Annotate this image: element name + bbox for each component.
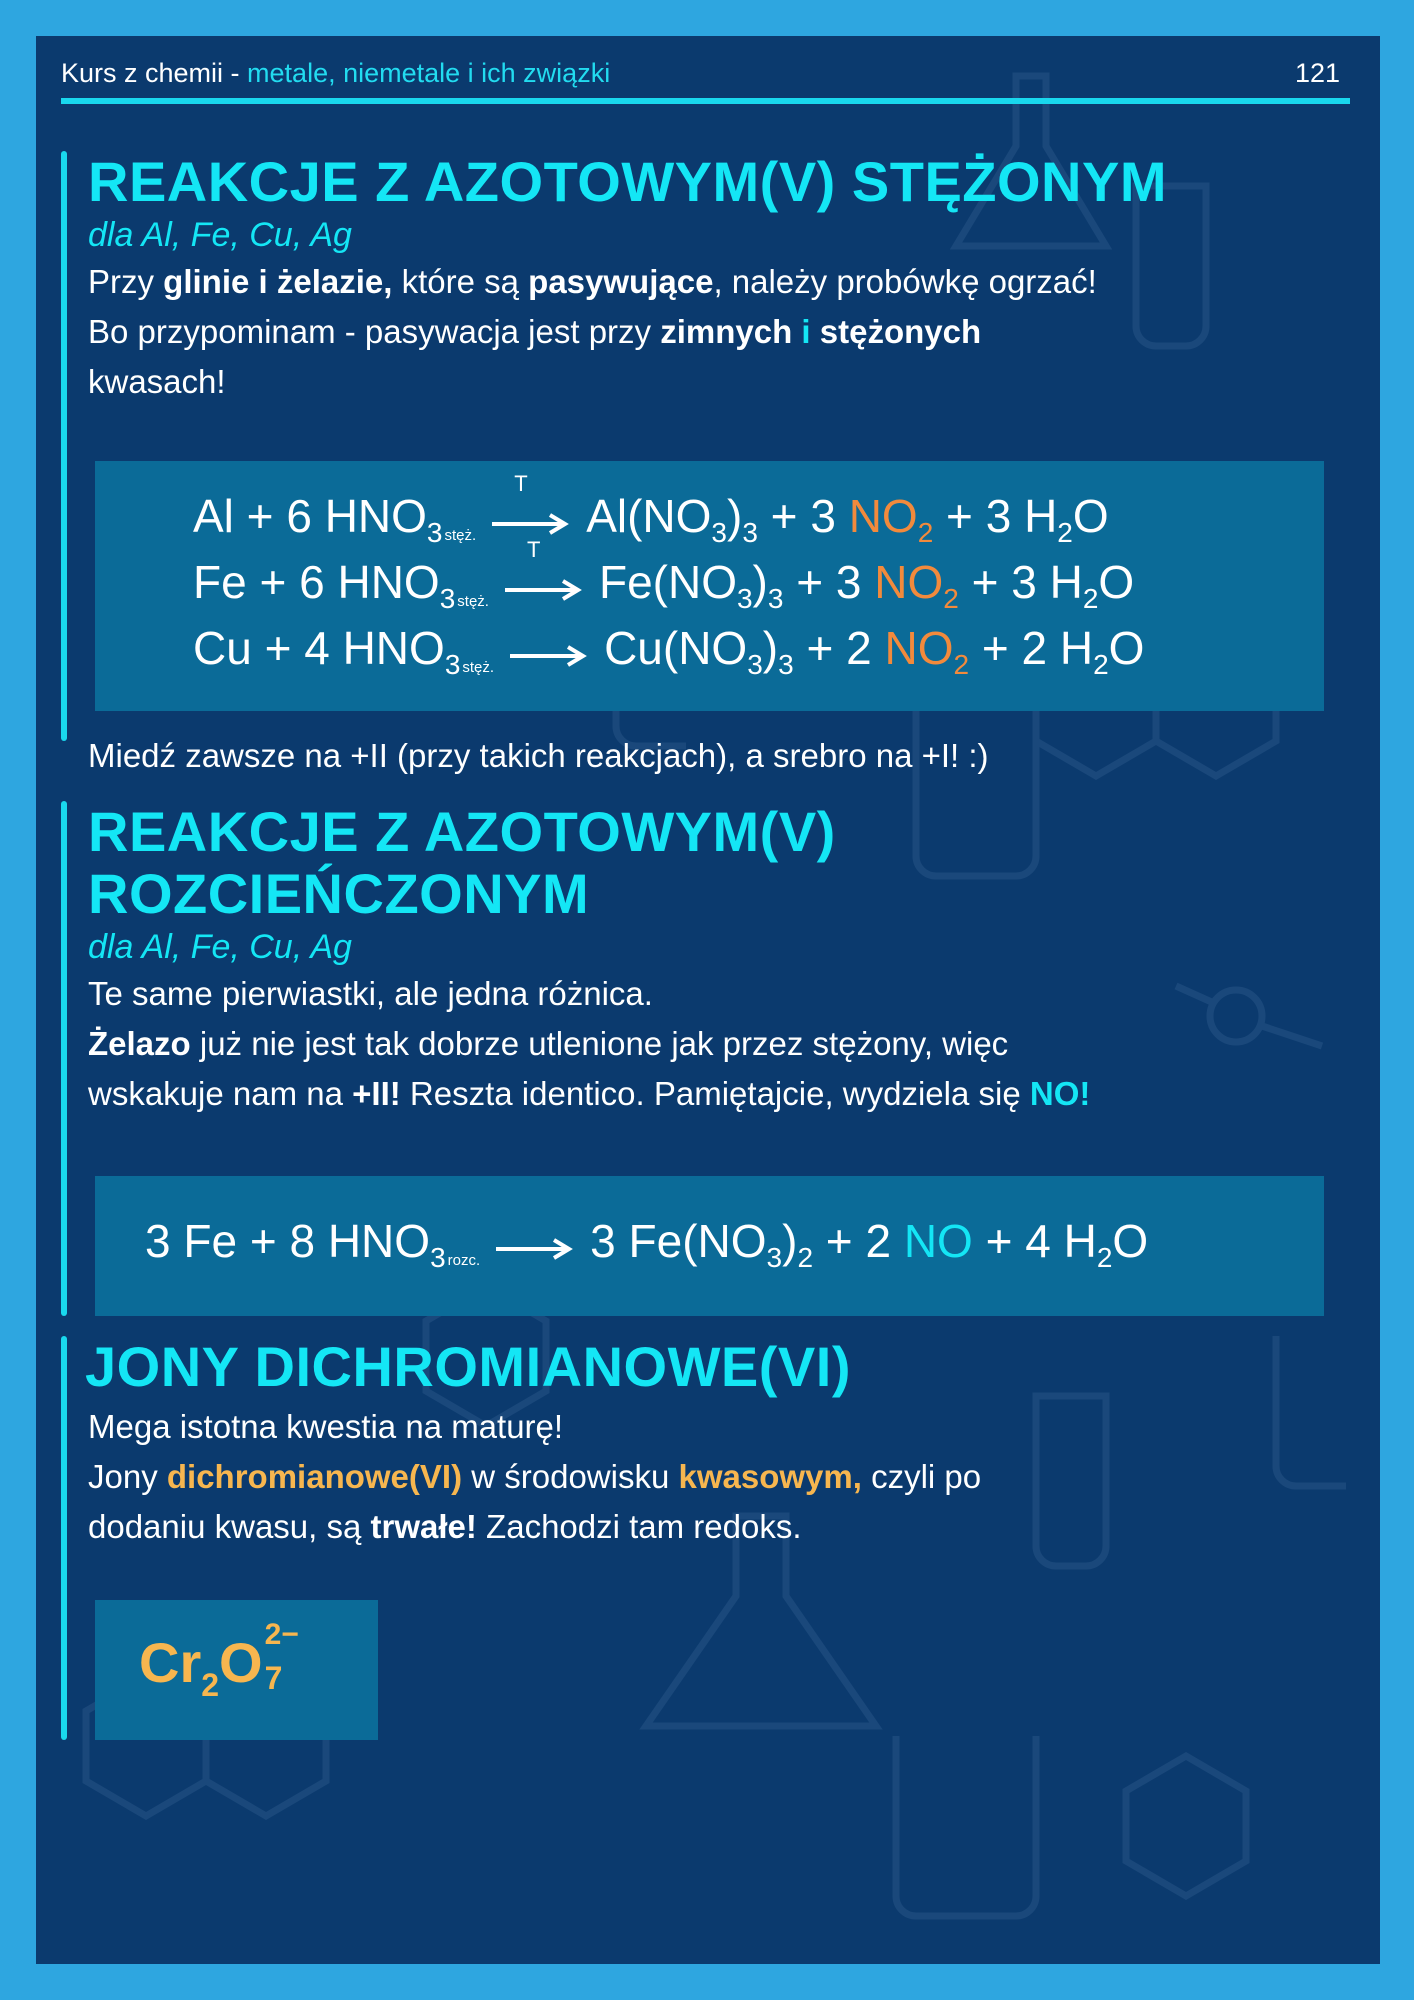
course-prefix: Kurs z chemii - <box>61 58 248 88</box>
formula-sub: 2 <box>201 1667 220 1703</box>
equation-fe <box>193 536 1135 615</box>
section-dichromate <box>61 1336 1350 1746</box>
note: Miedź zawsze na +II (przy takich reakcjach), a srebro na +I! :) <box>88 737 989 774</box>
eq-text: + 3 H <box>933 490 1058 542</box>
eq-sub: 2 <box>797 1242 814 1273</box>
eq-text: + 3 <box>783 556 875 608</box>
formula-text: Cr <box>139 1631 202 1694</box>
page-number: 121 <box>1294 58 1340 88</box>
text: dodaniu kwasu, są <box>88 1508 371 1545</box>
highlight-text: i <box>792 313 820 350</box>
section-subtitle: dla Al, Fe, Cu, Ag <box>88 928 352 966</box>
bold-text: zimnych <box>660 313 793 350</box>
eq-text: + 2 <box>793 622 885 674</box>
section-title-line: ROZCIEŃCZONYM <box>88 862 590 925</box>
equation-cu <box>193 621 1144 681</box>
eq-tag: stęż. <box>462 659 495 676</box>
formula-charge-stack <box>263 1618 303 1696</box>
course-title <box>61 58 610 89</box>
formula-text: O <box>219 1631 263 1694</box>
bold-text: +II! <box>352 1075 401 1112</box>
highlight-text: NO! <box>1029 1075 1091 1112</box>
eq-text: ) <box>782 1215 798 1267</box>
eq-sub: 2 <box>1096 1242 1113 1273</box>
section-title: JONY DICHROMIANOWE(VI) <box>85 1335 851 1398</box>
eq-sub: 3 <box>439 583 456 614</box>
gas-product: NO <box>884 622 954 674</box>
equation-fe-dilute <box>145 1214 1148 1274</box>
highlight-text: dichromianowe(VI) <box>166 1458 463 1495</box>
eq-text: ) <box>762 622 779 674</box>
reaction-arrow-icon <box>494 1218 574 1272</box>
text: Przy <box>88 263 164 300</box>
gas-product: NO <box>903 1215 973 1267</box>
eq-sub: 3 <box>711 517 727 548</box>
dichromate-formula <box>139 1618 303 1704</box>
section-accent-bar <box>61 1336 67 1740</box>
section-accent-bar <box>61 151 67 741</box>
dichromate-formula-box <box>95 1600 378 1740</box>
section-title <box>88 801 1350 925</box>
eq-sub: 3 <box>430 1242 446 1273</box>
bold-text: stężonych <box>819 313 982 350</box>
text: już nie jest tak dobrze utlenione jak przez stężony, więc <box>190 1025 1009 1062</box>
page-header <box>61 46 1350 104</box>
paragraph <box>88 969 1350 1119</box>
text: Reszta identico. Pamiętajcie, wydziela się <box>400 1075 1030 1112</box>
text: w środowisku <box>462 1458 679 1495</box>
formula-sub: 7 <box>264 1660 283 1696</box>
text: kwasach! <box>88 363 226 400</box>
eq-sub: 3 <box>747 649 763 680</box>
eq-text: Al + 6 HNO <box>193 490 427 542</box>
equation-box <box>95 1176 1324 1316</box>
text: Mega istotna kwestia na maturę! <box>88 1408 564 1445</box>
highlight-text: kwasowym, <box>678 1458 862 1495</box>
text: Jony <box>88 1458 167 1495</box>
eq-sub: 2 <box>1093 649 1109 680</box>
eq-text: Al(NO <box>586 490 712 542</box>
eq-text: + 4 H <box>972 1215 1097 1267</box>
gas-product: NO <box>848 490 918 542</box>
eq-sub: 2 <box>917 517 934 548</box>
paragraph <box>88 257 1350 407</box>
equations-box <box>95 461 1324 711</box>
eq-text: + 2 H <box>969 622 1094 674</box>
bold-text: glinie i żelazie, <box>163 263 393 300</box>
eq-text: O <box>1098 556 1135 608</box>
formula-charge: 2− <box>264 1618 299 1651</box>
eq-tag: stęż. <box>457 593 489 610</box>
eq-text: 3 Fe(NO <box>590 1215 767 1267</box>
eq-sub: 2 <box>953 649 970 680</box>
eq-sub: 3 <box>426 517 443 548</box>
eq-text: O <box>1112 1215 1149 1267</box>
eq-text: ) <box>727 490 743 542</box>
eq-sub: 2 <box>943 583 959 614</box>
eq-text: Cu(NO <box>604 622 748 674</box>
section-title-line: REAKCJE Z AZOTOWYM(V) <box>88 800 836 863</box>
eq-text: O <box>1108 622 1145 674</box>
eq-tag: stęż. <box>444 527 477 544</box>
eq-text: + 3 <box>757 490 849 542</box>
eq-sub: 3 <box>742 517 758 548</box>
reaction-arrow-icon <box>503 536 583 613</box>
eq-sub: 3 <box>444 649 461 680</box>
eq-text: O <box>1072 490 1109 542</box>
section-accent-bar <box>61 801 67 1316</box>
section-subtitle: dla Al, Fe, Cu, Ag <box>88 216 352 254</box>
eq-sub: 3 <box>766 1242 783 1273</box>
bold-text: Żelazo <box>88 1025 191 1062</box>
eq-text: Fe(NO <box>598 556 737 608</box>
section-concentrated-nitric <box>61 150 1350 774</box>
reaction-arrow-icon <box>508 625 588 679</box>
eq-sub: 3 <box>767 583 784 614</box>
eq-sub: 3 <box>736 583 753 614</box>
bold-text: pasywujące <box>528 263 714 300</box>
text: Zachodzi tam redoks. <box>476 1508 802 1545</box>
arrow-label: T <box>514 470 528 496</box>
section-dilute-nitric <box>61 801 1350 1321</box>
equation-al <box>193 470 1109 549</box>
paragraph <box>88 1402 1350 1552</box>
eq-text: Fe + 6 HNO <box>193 556 440 608</box>
eq-text: 3 Fe + 8 HNO <box>145 1215 431 1267</box>
eq-sub: 2 <box>1082 583 1099 614</box>
text: wskakuje nam na <box>88 1075 353 1112</box>
text: Bo przypominam - pasywacja jest przy <box>88 313 661 350</box>
text: czyli po <box>861 1458 982 1495</box>
eq-text: + 2 <box>813 1215 904 1267</box>
arrow-label: T <box>526 536 541 562</box>
text: , należy probówkę ogrzać! <box>713 263 1097 300</box>
eq-text: + 3 H <box>958 556 1083 608</box>
eq-tag: rozc. <box>447 1252 481 1269</box>
course-topic: metale, niemetale i ich związki <box>247 58 611 88</box>
section-title: REAKCJE Z AZOTOWYM(V) STĘŻONYM <box>88 150 1167 213</box>
eq-text: ) <box>752 556 768 608</box>
eq-text: Cu + 4 HNO <box>193 622 445 674</box>
eq-sub: 3 <box>778 649 794 680</box>
text: które są <box>392 263 529 300</box>
bold-text: trwałe! <box>370 1508 477 1545</box>
page <box>36 36 1380 1964</box>
text: Te same pierwiastki, ale jedna różnica. <box>88 975 653 1012</box>
eq-sub: 2 <box>1057 517 1073 548</box>
gas-product: NO <box>874 556 944 608</box>
